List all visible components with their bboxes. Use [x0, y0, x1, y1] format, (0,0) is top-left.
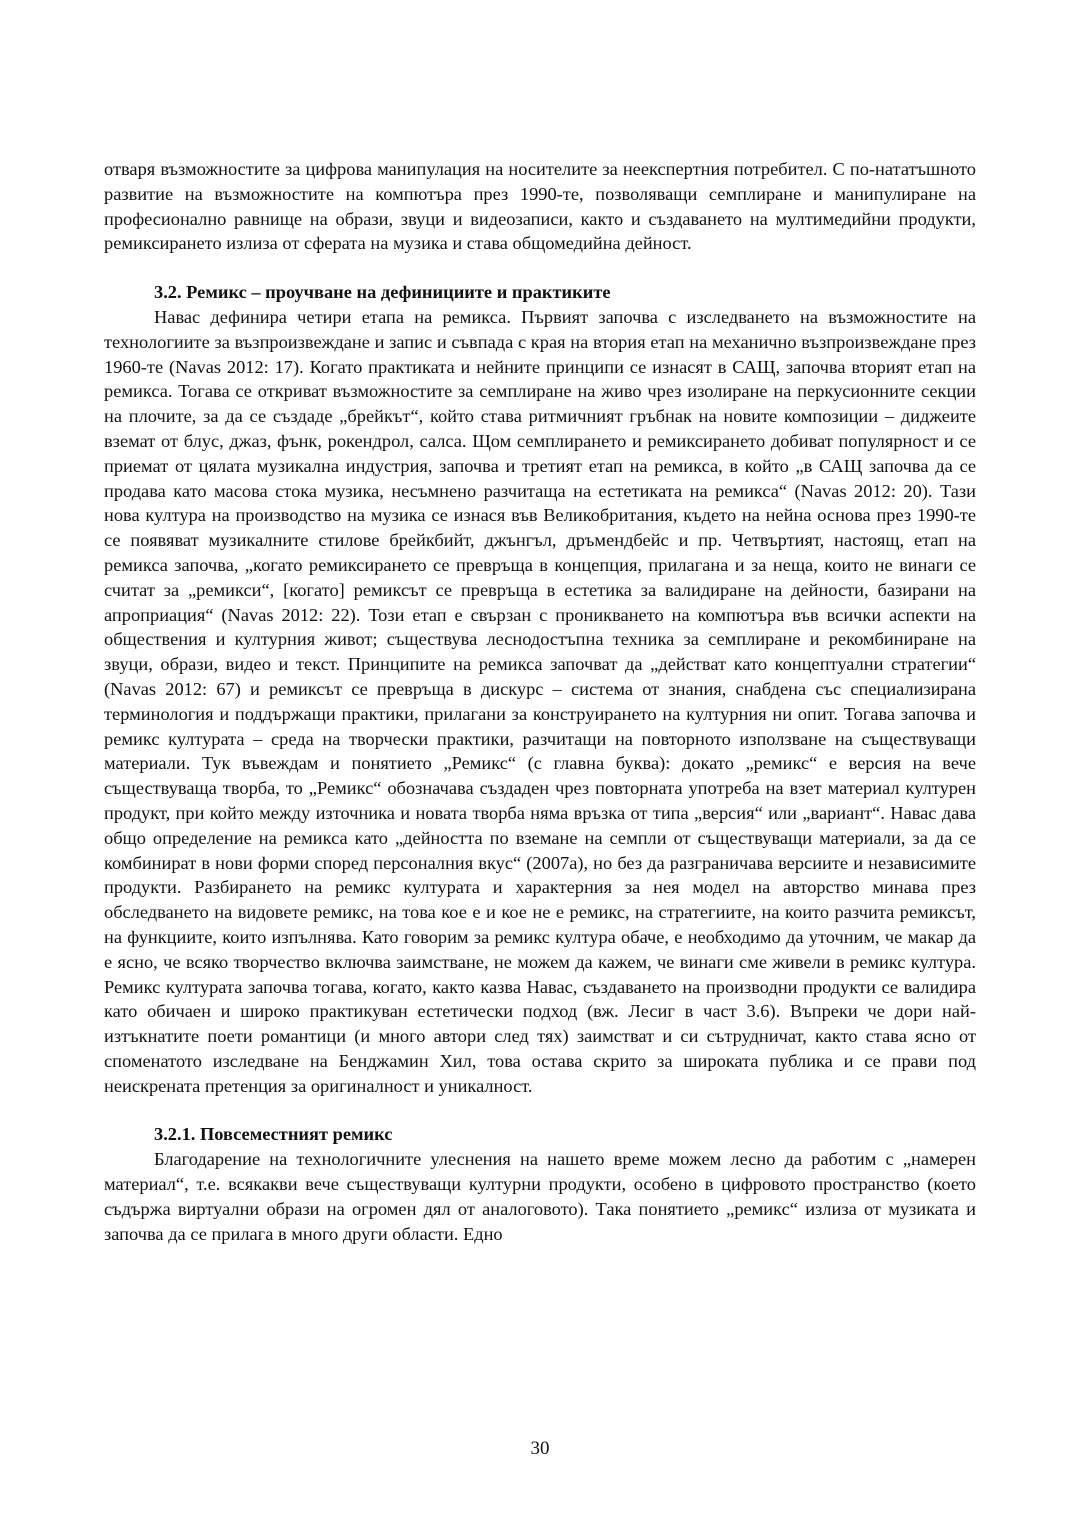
body-paragraph: Навас дефинира четири етапа на ремикса. Първият започва с изследването на възможностите на технологиите за възпроизвеждане и запис и съвпада с края на втория етап на механично възпроизвеждане през 1960-те (Navas 2012: 17). Когато практиката и нейните принципи се изнасят в САЩ, започва вторият етап на ремикса. Тогава се откриват възможностите за семплиране на живо чрез изолиране на перкусионните секции на плочите, за да се създаде „брейкът“, който става ритмичният гръбнак на новите композиции – диджеите вземат от блус, джаз, фънк, рокендрол, салса. Щом семплирането и ремиксирането добиват популярност и се приемат от цялата музикална индустрия, започва и третият етап на ремикса, в който „в САЩ започва да се продава като масова стока музика, несъмнено разчитаща на естетиката на ремикса“ (Navas 2012: 20). Тази нова култура на производство на музика се изнася във Великобритания, където на нейна основа през 1990-те се появяват музикалните стилове брейкбийт, джънгъл, дръмендбейс и пр. Четвъртият, настоящ, етап на ремикса започва, „когато ремиксирането се превръща в концепция, прилагана и за неща, които не винаги се считат за „ремикси“, [когато] ремиксът се превръща в естетика за валидиране на дейности, базирани на апроприация“ (Navas 2012: 22). Този етап е свързан с проникването на компютъра във всички аспекти на обществения и културния живот; съществува леснодостъпна техника за семплиране и рекомбиниране на звуци, образи, видео и текст. Принципите на ремикса започват да „действат като концептуални стратегии“ (Navas 2012: 67) и ремиксът се превръща в дискурс – система от знания, снабдена със специализирана терминология и поддържащи практики, прилагани за конструирането на културния ни опит. Тогава започва и ремикс културата – среда на творчески практики, разчитащи на повторното използване на съществуващи материали. Тук въвеждам и понятието „Ремикс“ (с главна буква): докато „ремикс“ е версия на вече съществуваща творба, то „Ремикс“ обозначава създаден чрез повторната употреба на взет материал културен продукт, при който между източника и новата творба няма връзка от типа „версия“ или „вариант“. Навас дава общо определение на ремикса като „дейността по вземане на семпли от съществуващи материали, за да се комбинират в нови форми според персоналния вкус“ (2007а), но без да разграничава версиите и независимите продукти. Разбирането на ремикс културата и характерния за нея модел на авторство минава през обследването на видовете ремикс, на това кое е и кое не е ремикс, на стратегиите, на които разчита ремиксът, на функциите, които изпълнява. Като говорим за ремикс култура обаче, е необходимо да уточним, че макар да е ясно, че всяко творчество включва заимстване, не можем да кажем, че винаги сме живели в ремикс култура. Ремикс културата започва тогава, когато, както казва Навас, създаването на производни продукти се валидира като обичаен и широко практикуван естетически подход (вж. Лесиг в част 3.6). Въпреки че дори най-изтъкнатите поети романтици (и много автори след тях) заимстват и си сътрудничат, както става ясно от споменатото изследване на Бенджамин Хил, това остава скрито за широката публика и се прави под неискрената претенция за оригиналност и уникалност. [104, 306, 976, 1096]
section-heading: 3.2. Ремикс – проучване на дефинициите и практиките [154, 282, 611, 303]
body-paragraph: Благодарение на технологичните улеснения на нашето време можем лесно да работим с „намерен материал“, т.е. всякакви вече съществуващи културни продукти, особено в цифровото пространство (което съдържа виртуални образи на огромен дял от аналоговото). Така понятието „ремикс“ излиза от музиката и започва да се прилага в много други области. Едно [104, 1149, 976, 1244]
subsection-heading: 3.2.1. Повсеместният ремикс [154, 1124, 393, 1145]
page-body [104, 157, 976, 1246]
page-number: 30 [530, 1438, 550, 1459]
body-paragraph: отваря възможностите за цифрова манипулация на носителите за неекспертния потребител. С по-нататъшното развитие на възможностите на компютъра през 1990-те, позволяващи семплиране и манипулиране на професионално равнище на образи, звуци и видеозаписи, както и създаването на мултимедийни продукти, ремиксирането излиза от сферата на музика и става общомедийна дейност. [104, 159, 976, 254]
